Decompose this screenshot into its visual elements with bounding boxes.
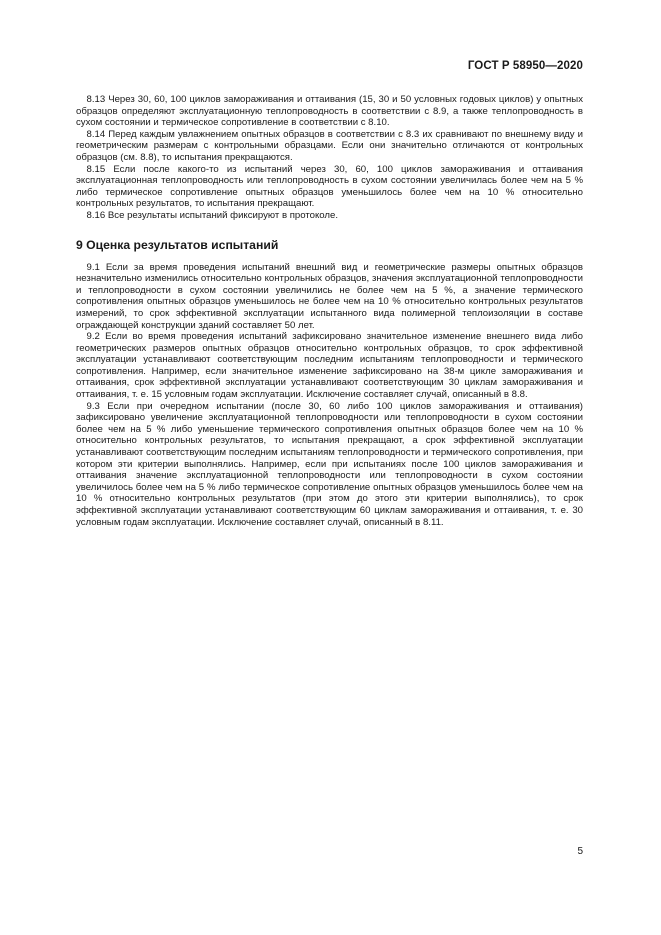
paragraph-8-14: 8.14 Перед каждым увлажнением опытных образцов в соответствии с 8.3 их сравнивают по внешнему виду и геометрическим размерам с контрольными образцами. Если они значительно отличаются от контрольных образцов (см. 8.8), то испытания прекращаются. — [76, 128, 583, 163]
document-code: ГОСТ Р 58950—2020 — [467, 60, 583, 72]
paragraph-9-3: 9.3 Если при очередном испытании (после 30, 60 либо 100 циклов замораживания и оттаивания) зафиксировано увеличение эксплуатационной теплопроводности или теплопроводности в сухом состоянии более чем на 5 % либо уменьшение термического сопротивления опытных образцов более чем на 10 % относительно контрольных результатов, то испытания прекращают, а срок эффективной эксплуатации устанавливают соответствующим последним испытаниям теплопроводности и термического сопротивления, при котором эти критерии выполнялись. Например, если при испытаниях после 100 циклов замораживания и оттаивания значение эксплуатационной теплопроводности или теплопроводности в сухом состоянии увеличилось более чем на 5 % либо термическое сопротивление опытных образцов уменьшилось более чем на 10 % относительно контрольных результатов (при этом до этого эти критерии выполнялись), то срок эффективной эксплуатации устанавливают соответствующим 60 циклам замораживания и оттаивания, т. е. 30 условным годам эксплуатации. Исключение составляет случай, описанный в 8.11. — [76, 400, 583, 528]
paragraph-8-16: 8.16 Все результаты испытаний фиксируют в протоколе. — [86, 209, 339, 221]
paragraph-9-1: 9.1 Если за время проведения испытаний внешний вид и геометрические размеры опытных образцов незначительно изменились относительно контрольных образцов, значения эксплуатационной теплопроводности и теплопроводности в сухом состоянии увеличились не более чем на 5 %, а значение термического сопротивления опытных образцов уменьшилось не более чем на 10 % относительно контрольных результатов измерений, то срок эффективной эксплуатации испытанного вида полимерной теплоизоляции в составе ограждающей конструкции зданий составляет 50 лет. — [76, 261, 583, 331]
document-body — [76, 94, 583, 528]
paragraph-8-15: 8.15 Если после какого-то из испытаний через 30, 60, 100 циклов замораживания и оттаивания эксплуатационная теплопроводность или теплопроводность в сухом состоянии увеличилась более чем на 5 % либо термическое сопротивление опытных образцов уменьшилось более чем на 10 % относительно контрольных результатов, то испытания прекращают. — [76, 163, 583, 210]
page-number: 5 — [577, 846, 583, 857]
paragraph-9-2: 9.2 Если во время проведения испытаний зафиксировано значительное изменение внешнего вида либо геометрических размеров опытных образцов относительно контрольных образцов, то срок эффективной эксплуатации устанавливают соответствующим последним испытаниям теплопроводности и термического сопротивления. Например, если значительное изменение зафиксировано на 38-м цикле замораживания и оттаивания, срок эффективной эксплуатации устанавливают соответствующим 30 циклам замораживания и оттаивания, т. е. 15 условным годам эксплуатации. Исключение составляет случай, описанный в 8.8. — [76, 331, 583, 401]
paragraph-8-13: 8.13 Через 30, 60, 100 циклов замораживания и оттаивания (15, 30 и 50 условных годовых циклов) у опытных образцов определяют эксплуатационную теплопроводность в соответствии с 8.9, а также теплопроводность в сухом состоянии и термическое сопротивление в соответствии с 8.10. — [76, 94, 583, 129]
section-heading-9: 9 Оценка результатов испытаний — [76, 237, 279, 252]
